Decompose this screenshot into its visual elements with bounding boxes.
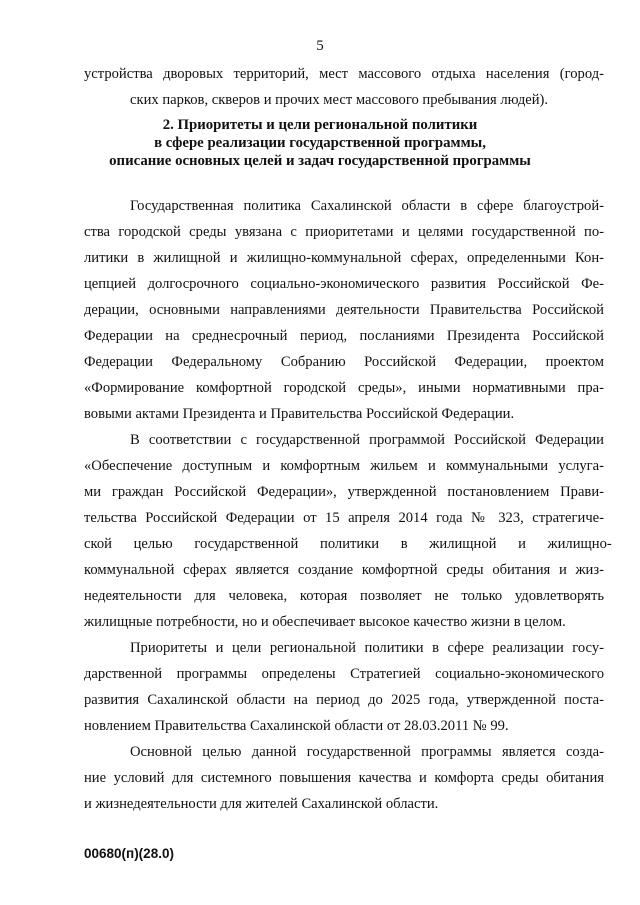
paragraph-line: Федерации Федеральному Собранию Российской Федерации, проектом <box>84 354 604 370</box>
paragraph-line: «Формирование комфортной городской среды», иными нормативными пра- <box>84 380 604 396</box>
paragraph-line: жилищные потребности, но и обеспечивает высокое качество жизни в целом. <box>84 614 566 630</box>
document-code: 00680(п)(28.0) <box>84 846 174 861</box>
section-heading-line: описание основных целей и задач государственной программы <box>109 153 531 169</box>
paragraph-line: Государственная политика Сахалинской области в сфере благоустрой- <box>130 198 604 214</box>
paragraph-line: В соответствии с государственной программой Российской Федерации <box>130 432 604 448</box>
paragraph-line: ства городской среды увязана с приоритетами и целями государственной по- <box>84 224 604 240</box>
paragraph-line: недеятельности для человека, которая позволяет не только удовлетворять <box>84 588 604 604</box>
paragraph-line: литики в жилищной и жилищно-коммунальной сферах, определенными Кон- <box>84 250 604 266</box>
paragraph-line: тельства Российской Федерации от 15 апреля 2014 года № 323, стратегиче- <box>84 510 604 526</box>
page-number: 5 <box>316 38 324 54</box>
section-heading-line: в сфере реализации государственной программы, <box>154 135 486 151</box>
paragraph-line: ние условий для системного повышения качества и комфорта среды обитания <box>84 770 604 786</box>
paragraph-line: Основной целью данной государственной программы является созда- <box>130 744 604 760</box>
paragraph-line: вовыми актами Президента и Правительства Российской Федерации. <box>84 406 515 422</box>
paragraph-line: ми граждан Российской Федерации», утвержденной постановлением Прави- <box>84 484 604 500</box>
paragraph-line: Приоритеты и цели региональной политики в сфере реализации госу- <box>130 640 604 656</box>
intro-line: устройства дворовых территорий, мест массового отдыха населения (город- <box>84 66 604 82</box>
paragraph-line: «Обеспечение доступным и комфортным жильем и коммунальными услуга- <box>84 458 604 474</box>
paragraph-line: ской целью государственной политики в жилищной и жилищно- <box>84 536 612 552</box>
paragraph-line: цепцией долгосрочного социально-экономического развития Российской Фе- <box>84 276 604 292</box>
intro-line: ских парков, скверов и прочих мест массового пребывания людей). <box>130 92 549 108</box>
paragraph-line: дарственной программы определены Стратегией социально-экономического <box>84 666 604 682</box>
paragraph-line: развития Сахалинской области на период до 2025 года, утвержденной поста- <box>84 692 604 708</box>
paragraph-line: новлением Правительства Сахалинской области от 28.03.2011 № 99. <box>84 718 509 734</box>
paragraph-line: коммунальной сферах является создание комфортной среды обитания и жиз- <box>84 562 604 578</box>
paragraph-line: Федерации на среднесрочный период, посланиями Президента Российской <box>84 328 604 344</box>
paragraph-line: и жизнедеятельности для жителей Сахалинской области. <box>84 796 439 812</box>
paragraph-line: дерации, основными направлениями деятельности Правительства Российской <box>84 302 604 318</box>
section-heading-line: 2. Приоритеты и цели региональной политики <box>162 117 478 133</box>
